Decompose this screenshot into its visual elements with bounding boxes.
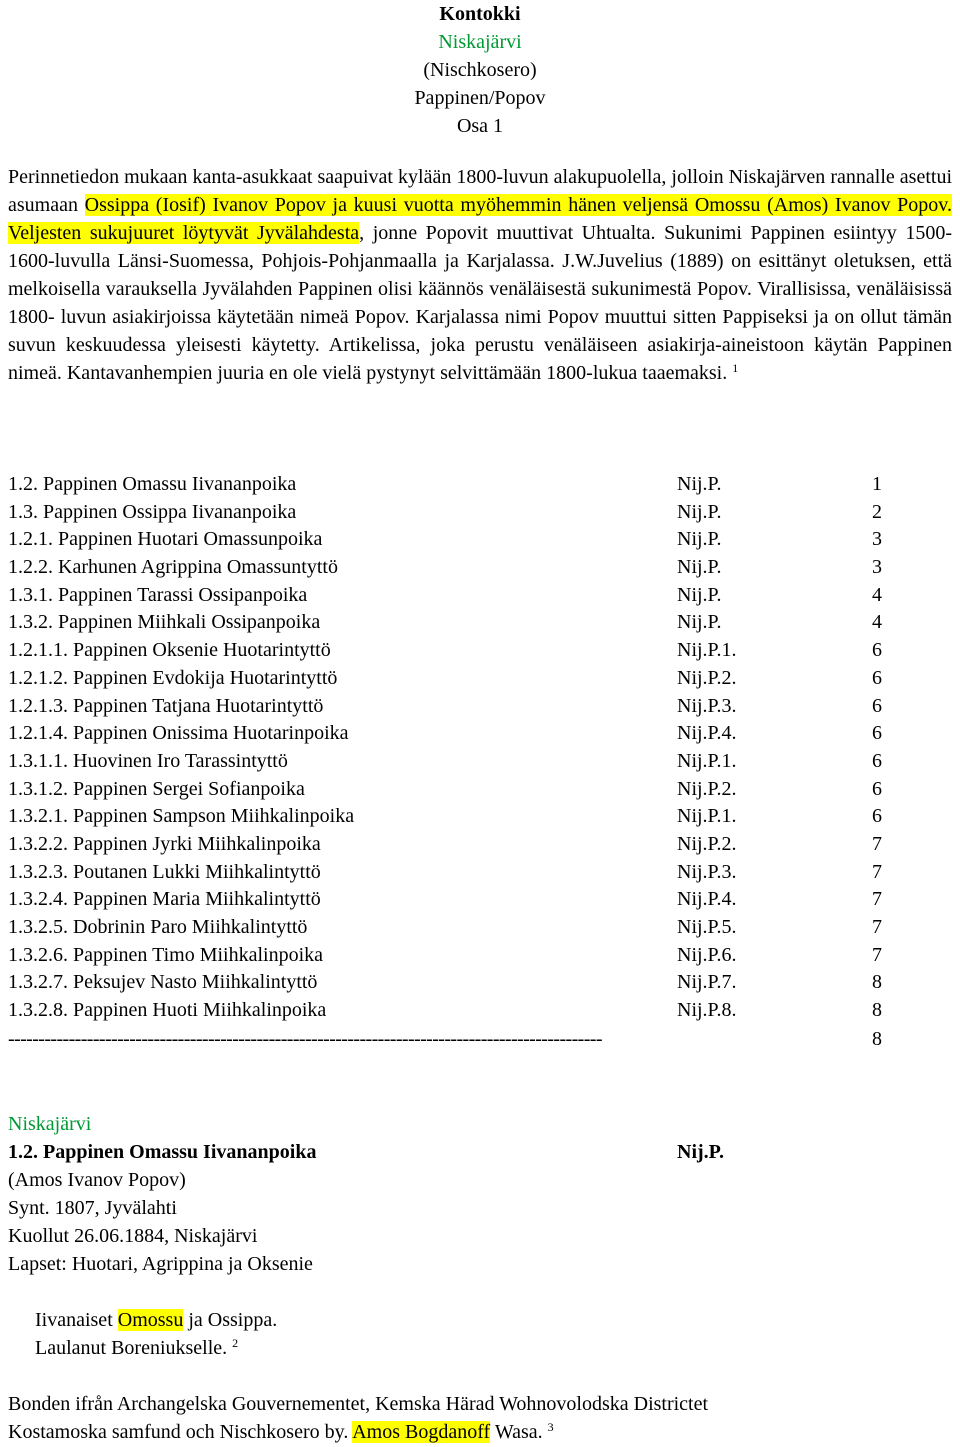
index-person-name: 1.2.1.1. Pappinen Oksenie Huotarintyttö — [8, 639, 331, 662]
index-person-name: 1.3.2.3. Poutanen Lukki Miihkalintyttö — [8, 860, 321, 883]
genealogy-index — [8, 471, 952, 1053]
index-person-code: Nij.P. — [677, 528, 722, 551]
index-person-code: Nij.P.1. — [677, 639, 737, 662]
index-person-code: Nij.P.8. — [677, 999, 737, 1022]
index-person-name: 1.3.2.8. Pappinen Huoti Miihkalinpoika — [8, 999, 327, 1022]
index-row — [8, 831, 952, 859]
index-row — [8, 803, 952, 831]
footnote-ref-2: 2 — [232, 1336, 239, 1350]
index-row — [8, 942, 952, 970]
index-person-code: Nij.P.5. — [677, 916, 737, 938]
separator-page: 8 — [872, 1027, 882, 1050]
index-person-code: Nij.P. — [677, 583, 722, 606]
intro-text-rest: , jonne Popovit muuttivat Uhtualta. Sukunimi Pappinen esiintyy 1500-1600-luvulla Länsi-Suomessa, Pohjois-Pohjanmaalla ja Karjalassa. J.W.Juvelius (1889) on esittänyt oletuksen, että melkoisella varauksella Jyvälahden Pappinen olisi käännös venäläisestä sukunimestä Popov. Virallisissa, venäläisissä 1800- luvun asiakirjoissa käytetään nimeä Popov. Karjalassa nimi Popov muuttui sitten Pappiseksi ja on ollut tämän suvun keskuudessa yleisesti käytetty. Artikelissa, joka perustu venäläiseen asiakirja-aineistoon käytän Pappinen nimeä. Kantavanhempien juuria en ole vielä pystynyt selvittämään 1800-lukua taaemaksi. — [8, 222, 952, 384]
index-person-code: Nij.P. — [677, 556, 722, 579]
index-person-name: 1.3.2. Pappinen Miihkali Ossipanpoika — [8, 611, 321, 634]
index-row — [8, 748, 952, 776]
index-person-name: 1.2.2. Karhunen Agrippina Omassuntyttö — [8, 556, 338, 579]
intro-text-start: Perinnetiedon mukaan kanta-asukkaat saapuivat kylään 1800-luvun alakupuolella, jolloin Niskajärven rannalle asettui asumaan — [8, 166, 952, 216]
index-person-name: 1.2.1.2. Pappinen Evdokija Huotarintyttö — [8, 666, 338, 689]
index-person-code: Nij.P. — [677, 500, 722, 523]
index-row — [8, 886, 952, 914]
index-page-number: 7 — [872, 888, 882, 911]
index-person-code: Nij.P.2. — [677, 832, 737, 855]
index-row — [8, 776, 952, 804]
index-page-number: 6 — [872, 805, 882, 828]
document-title: Kontokki — [439, 3, 521, 25]
index-page-number: 6 — [872, 777, 882, 800]
index-person-name: 1.2. Pappinen Omassu Iivananpoika — [8, 473, 297, 495]
index-row — [8, 554, 952, 582]
index-row — [8, 693, 952, 721]
separator-dashes: -------------------------------------------------------------------------------------------------- — [8, 1027, 602, 1050]
index-person-name: 1.3.2.2. Pappinen Jyrki Miihkalinpoika — [8, 832, 321, 855]
swedish-line-2 — [8, 1418, 952, 1446]
index-row — [8, 969, 952, 997]
index-person-name: 1.3.2.7. Peksujev Nasto Miihkalintyttö — [8, 971, 318, 994]
index-person-code: Nij.P.7. — [677, 971, 737, 994]
index-person-code: Nij.P.3. — [677, 694, 737, 717]
footnote-ref-3: 3 — [547, 1420, 554, 1434]
swedish2-highlight: Amos Bogdanoff — [352, 1421, 491, 1443]
swedish2-pre: Kostamoska samfund och Nischkosero by. — [8, 1421, 353, 1443]
index-page-number: 1 — [872, 473, 882, 495]
index-page-number: 3 — [872, 556, 882, 579]
index-person-code: Nij.P.3. — [677, 860, 737, 883]
person-code: Nij.P. — [677, 1141, 725, 1163]
intro-paragraph — [8, 163, 952, 387]
person-section — [8, 1110, 952, 1446]
index-separator — [8, 1025, 952, 1053]
index-page-number: 7 — [872, 916, 882, 938]
index-person-name: 1.3.1. Pappinen Tarassi Ossipanpoika — [8, 583, 308, 606]
note1-highlight: Omossu — [117, 1309, 184, 1331]
note2-text: Laulanut Boreniukselle. — [35, 1337, 228, 1359]
index-person-code: Nij.P.1. — [677, 749, 737, 772]
place-name: Niskajärvi — [438, 31, 522, 53]
person-alias: (Amos Ivanov Popov) — [8, 1169, 186, 1191]
person-title: 1.2. Pappinen Omassu Iivananpoika — [8, 1141, 317, 1163]
index-person-name: 1.2.1.3. Pappinen Tatjana Huotarintyttö — [8, 694, 324, 717]
note-line-1 — [8, 1306, 952, 1334]
part-label: Osa 1 — [456, 115, 504, 137]
index-page-number: 4 — [872, 583, 882, 606]
index-page-number: 4 — [872, 611, 882, 634]
index-person-name: 1.3.2.6. Pappinen Timo Miihkalinpoika — [8, 943, 324, 966]
index-page-number: 6 — [872, 639, 882, 662]
index-row — [8, 526, 952, 554]
index-person-name: 1.2.1. Pappinen Huotari Omassunpoika — [8, 528, 323, 551]
index-person-name: 1.2.1.4. Pappinen Onissima Huotarinpoika — [8, 722, 349, 745]
person-died: Kuollut 26.06.1884, Niskajärvi — [8, 1225, 258, 1247]
family-name: Pappinen/Popov — [414, 87, 546, 109]
person-born: Synt. 1807, Jyvälahti — [8, 1197, 177, 1219]
note1-post: ja Ossippa. — [183, 1309, 278, 1331]
index-person-name: 1.3.2.1. Pappinen Sampson Miihkalinpoika — [8, 805, 355, 828]
index-page-number: 6 — [872, 722, 882, 745]
index-row — [8, 637, 952, 665]
index-page-number: 8 — [872, 971, 882, 994]
index-page-number: 8 — [872, 999, 882, 1022]
footnote-ref: 1 — [732, 361, 739, 375]
index-person-code: Nij.P.4. — [677, 888, 737, 911]
index-person-code: Nij.P.1. — [677, 805, 737, 828]
person-heading — [8, 1138, 952, 1166]
index-row — [8, 665, 952, 693]
index-person-name: 1.3.1.2. Pappinen Sergei Sofianpoika — [8, 777, 305, 800]
index-person-code: Nij.P. — [677, 611, 722, 634]
alternate-place-name: (Nischkosero) — [423, 59, 537, 81]
note1-pre: Iivanaiset — [35, 1309, 118, 1331]
index-person-code: Nij.P.2. — [677, 666, 737, 689]
swedish2-post: Wasa. — [490, 1421, 543, 1443]
index-page-number: 7 — [872, 943, 882, 966]
index-row — [8, 720, 952, 748]
intro-highlight: Ossippa (Iosif) Ivanov Popov ja kuusi vuotta myöhemmin hänen veljensä Omossu (Amos) Ivanov Popov. Veljesten sukujuuret löytyvät Jyvälahdesta — [8, 194, 952, 244]
document-header — [0, 0, 960, 140]
swedish-line-1: Bonden ifrån Archangelska Gouvernementet, Kemska Härad Wohnovolodska Districtet — [8, 1393, 709, 1415]
index-page-number: 7 — [872, 860, 882, 883]
index-row — [8, 471, 952, 499]
index-person-code: Nij.P.4. — [677, 722, 737, 745]
index-row — [8, 609, 952, 637]
index-page-number: 3 — [872, 528, 882, 551]
person-children: Lapset: Huotari, Agrippina ja Oksenie — [8, 1253, 313, 1275]
index-person-name: 1.3.1.1. Huovinen Iro Tarassintyttö — [8, 749, 288, 772]
section-place: Niskajärvi — [8, 1113, 92, 1135]
index-page-number: 6 — [872, 749, 882, 772]
index-row — [8, 582, 952, 610]
index-row — [8, 997, 952, 1025]
index-person-name: 1.3.2.5. Dobrinin Paro Miihkalintyttö — [8, 916, 308, 938]
index-row — [8, 859, 952, 887]
index-person-code: Nij.P.2. — [677, 777, 737, 800]
index-person-code: Nij.P.6. — [677, 943, 737, 966]
index-page-number: 6 — [872, 666, 882, 689]
index-row — [8, 914, 952, 942]
note-line-2 — [8, 1334, 952, 1362]
index-page-number: 7 — [872, 832, 882, 855]
index-person-code: Nij.P. — [677, 473, 722, 495]
index-person-name: 1.3. Pappinen Ossippa Iivananpoika — [8, 500, 297, 523]
index-page-number: 2 — [872, 500, 882, 523]
index-person-name: 1.3.2.4. Pappinen Maria Miihkalintyttö — [8, 888, 321, 911]
index-page-number: 6 — [872, 694, 882, 717]
index-row — [8, 499, 952, 527]
